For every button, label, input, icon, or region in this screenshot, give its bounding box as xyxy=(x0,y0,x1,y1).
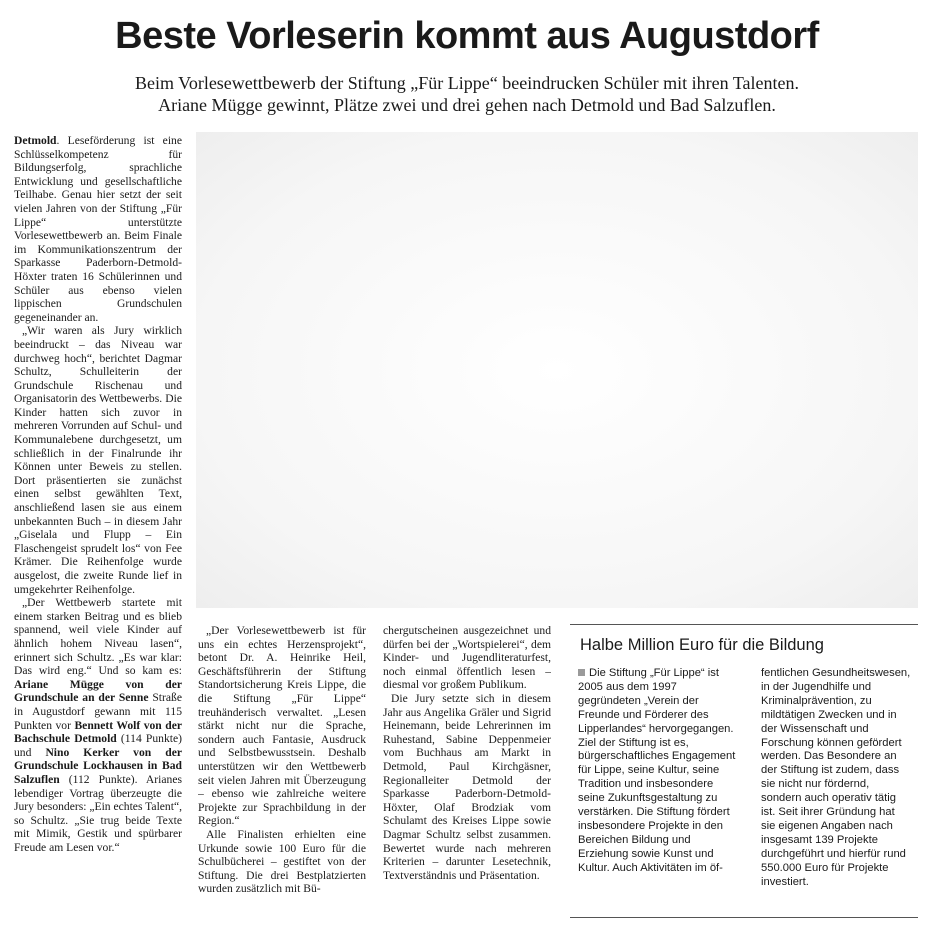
winners-text-e: (112 Punkte). Arianes lebendiger Vortrag überzeugte die Jury besonders: „Ein echtes Talent“, so Schultz. „Sie trug beide Texte mit Mimik, Gestik und spürbarer Freude am Lesen vor.“ xyxy=(14,772,182,854)
subheadline-line-1: Beim Vorlesewettbewerb der Stiftung „Für Lippe“ beeindrucken Schüler mit ihren Talenten. xyxy=(134,73,800,93)
article-column-3 xyxy=(383,624,551,924)
winners-text-d: (114 Punkte) und xyxy=(14,732,182,759)
headline: Beste Vorleserin kommt aus Augustdorf xyxy=(115,15,819,57)
paragraph-jury-members: Die Jury setzte sich in diesem Jahr aus Angelika Gräler und Sigrid Heinemann, beide Lehrerinnen im Ruhestand, Sabine Deppenmeier vom Buchhaus am Markt in Detmold, Paul Kirchgäsner, Regionalleiter Detmold der Sparkasse Paderborn-Detmold-Höxter, Olaf Brodziak vom Schulamt des Kreises Lippe sowie Dagmar Schultz selbst zusammen. Bewertet wurde nach mehreren Kriterien – darunter Lesetechnik, Textverständnis und Präsentation. xyxy=(383,691,551,882)
winner-first: Ariane Mügge von der Grundschule an der Senne xyxy=(14,677,182,705)
article-column-2 xyxy=(198,624,366,924)
square-bullet-icon xyxy=(578,669,585,676)
infobox-column-1 xyxy=(578,667,736,911)
paragraph-prizes-continued: chergutscheinen ausgezeichnet und dürfen bei der „Wortspielerei“, dem Kinder- und Jugendliteraturfest, noch einmal öffentlich lesen – diesmal vor großem Publikum. xyxy=(383,624,551,692)
winners-text-c: Straße in Augustdorf gewann mit 115 Punkten vor xyxy=(14,691,182,732)
paragraph-prizes: Alle Finalisten erhielten eine Urkunde sowie 100 Euro für die Schulbücherei – gestiftet von der Stiftung. Die drei Bestplatzierten wurden zusätzlich mit Bü- xyxy=(198,827,366,896)
paragraph-intro xyxy=(14,134,182,324)
subheadline xyxy=(0,72,934,116)
dateline: Detmold xyxy=(14,134,57,147)
paragraph-winners xyxy=(14,596,182,854)
infobox-text-1: Die Stiftung „Für Lippe“ ist 2005 aus dem 1997 gegründeten „Verein der Freunde und Förderer des Lipperlandes“ hervorgegangen. Ziel der Stiftung ist es, bürgerschaftliches Engagement für Lippe, seine Kultur, seine Tradition und insbesondere seine Zukunftsgestaltung zu verstärken. Die Stiftung fördert insbesondere Projekte in den Bereichen Bildung und Erziehung sowie Kunst und Kultur. Auch Aktivitäten im öf- xyxy=(578,667,736,874)
article-column-1 xyxy=(14,134,182,924)
winner-second: Bennett Wolf von der Bachschule Detmold xyxy=(14,718,182,746)
winner-third: Nino Kerker von der Grundschule Lockhausen in Bad Salzuflen xyxy=(14,745,182,786)
winners-text-a: „Der Wettbewerb startete mit einem starken Beitrag und es blieb spannend, weil viele Kinder auf ähnlich hohem Niveau lasen“, erinnert sich Schultz. „Es war klar: Das wird eng.“ Und so kam es: xyxy=(14,596,182,678)
paragraph-jury-quote: „Wir waren als Jury wirklich beeindruckt – das Niveau war durchweg hoch“, berichtet Dagmar Schultz, Schulleiterin der Grundschule Rischenau und Organisatorin des Wettbewerbs. Die Kinder hatten sich zuvor in mehreren Vorrunden auf Schul- und Kommunalebene durchgesetzt, um schließlich in der Finalrunde ihr Können unter Beweis zu stellen. Dort präsentierten sie zunächst einen selbst gewählten Text, anschließend lasen sie aus einem unbekannten Buch – in diesem Jahr „Giselala und Flupp – Ein Flaschengeist sprudelt los“ von Fee Krämer. Die Reihenfolge wurde ausgelost, die zweite Runde lief in umgekehrter Reihenfolge. xyxy=(14,324,182,596)
article-photo xyxy=(196,132,918,608)
paragraph-heil-quote: „Der Vorlesewettbewerb ist für uns ein echtes Herzensprojekt“, betont Dr. A. Heinrike Heil, Geschäftsführerin der Stiftung Standortsicherung Kreis Lippe, die die Stiftung „Für Lippe“ treuhänderisch verwaltet. „Lesen stärkt nicht nur die Sprache, sondern auch Fantasie, Ausdruck und Selbstbewusstsein. Deshalb unterstützen wir den Wettbewerb seit vielen Jahren mit Überzeugung – ebenso wie zahlreiche weitere Projekte zur Sprachbildung in der Region.“ xyxy=(198,624,366,828)
subheadline-line-2: Ariane Mügge gewinnt, Plätze zwei und drei gehen nach Detmold und Bad Salzuflen. xyxy=(158,95,776,115)
photo-placeholder xyxy=(196,132,918,608)
infobox-column-2: fentlichen Gesundheitswesen, in der Jugendhilfe und Kriminalprävention, zu mildtätigen Zwecken und in der Wissenschaft und Forschung können gefördert werden. Das Besondere an der Stiftung ist zudem, dass sie nicht nur fördernd, sondern auch operativ tätig ist. Seit ihrer Gründung hat sie eigenen Angaben nach insgesamt 139 Projekte durchgeführt und hierfür rund 550.000 Euro für Projekte investiert. xyxy=(761,667,911,888)
infobox-title: Halbe Million Euro für die Bildung xyxy=(580,636,824,654)
intro-text: . Leseförderung ist eine Schlüsselkompetenz für Bildungserfolg, sprachliche Entwicklung und gesellschaftliche Teilhabe. Genau hier setzt der seit vielen Jahren von der Stiftung „Für Lippe“ unterstützte Vorlesewettbewerb an. Beim Finale im Kommunikationszentrum der Sparkasse Paderborn-Detmold-Höxter traten 16 Schülerinnen und Schüler aus ebenso vielen lippischen Grundschulen gegeneinander an. xyxy=(14,134,182,324)
infobox xyxy=(570,624,918,918)
